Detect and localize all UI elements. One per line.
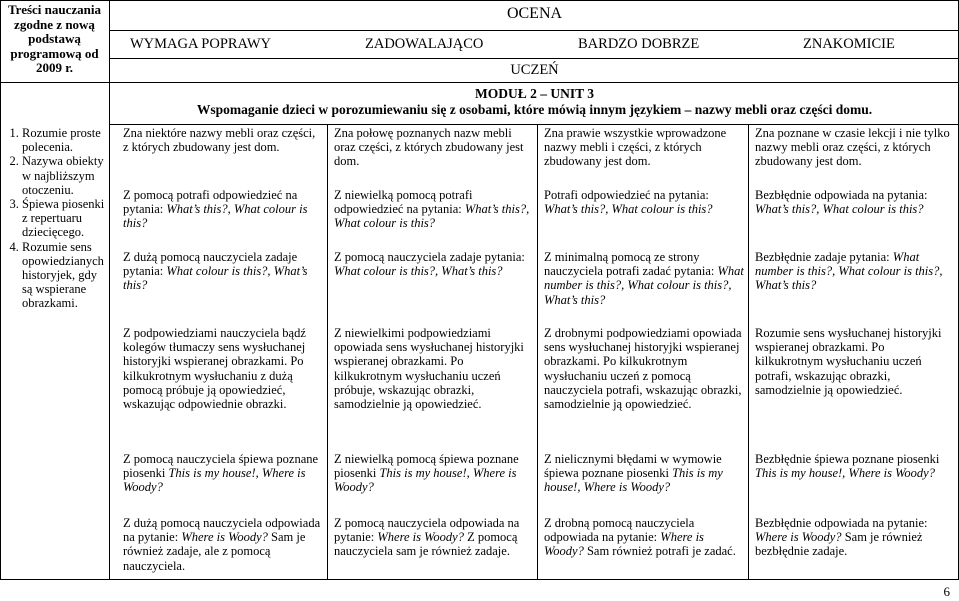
grade-cell-text [334, 126, 532, 169]
cell-text-tail: Sam również potrafi je zadać. [583, 544, 736, 559]
english-phrase: Where is Woody? [755, 530, 842, 545]
english-phrase: What colour is this?, What’s this? [123, 264, 308, 293]
page-number: 6 [943, 584, 950, 599]
curriculum-header: Treści nauczania zgodne z nową podstawą programową od 2009 r. [7, 2, 102, 75]
cell-text: Z dużą pomocą nauczyciela zadaje pytania: [123, 250, 298, 279]
grade-cell-text [334, 326, 532, 411]
english-phrase: This is my house!, Where is Woody? [544, 466, 723, 495]
module-line-1: MODUŁ 2 – UNIT 3 [474, 86, 594, 101]
cell-text: Z pomocą nauczyciela śpiewa poznane piosenki [123, 452, 319, 481]
english-phrase: Where is Woody? [181, 530, 268, 545]
grade-cell-text [544, 250, 744, 307]
curriculum-item: 1. Rozumie proste polecenia. [22, 126, 107, 154]
grade-cell-text [755, 516, 953, 559]
cell-text: Z minimalną pomocą ze strony nauczyciela potrafi zadać pytania: [544, 250, 718, 279]
english-phrase: What’s this?, What colour is this? [123, 202, 308, 231]
cell-text: Zna poznane w czasie lekcji i nie tylko nazwy mebli oraz części, z których zbudowany jest dom. [755, 126, 950, 169]
english-phrase: This is my house!, Where is Woody? [123, 466, 306, 495]
english-phrase: This is my house!, Where is Woody? [755, 466, 935, 481]
level-wymaga-poprawy: WYMAGA POPRAWY [130, 36, 272, 52]
grade-cell-text [755, 452, 953, 480]
column-divider-2 [327, 124, 328, 580]
cell-text: Z niewielką pomocą śpiewa poznane piosenki [334, 452, 519, 481]
header-divider-levels [110, 58, 959, 59]
cell-text: Z pomocą nauczyciela odpowiada na pytanie: [334, 516, 520, 545]
cell-text: Z niewielką pomocą potrafi odpowiedzieć na pytania: [334, 188, 473, 217]
grade-cell-text [123, 516, 323, 573]
column-divider-3 [537, 124, 538, 580]
grade-cell-text [544, 188, 744, 216]
cell-text: Z pomocą nauczyciela zadaje pytania: [334, 250, 525, 264]
module-line-2: Wspomaganie dzieci w porozumiewaniu się z osobami, które mówią innym językiem – nazwy mebli oraz części domu. [196, 101, 873, 117]
cell-text: Z drobną pomocą nauczyciela odpowiada na pytanie: [544, 516, 695, 545]
cell-text: Z niewielkimi podpowiedziami opowiada sens wysłuchanej historyjki wspieranej obrazkami. Po kilkukrotnym wysłuchaniu uczeń próbuje, wskazując obrazki, samodzielnie ją opowiedzieć. [334, 326, 524, 412]
english-phrase: What number is this?, What colour is this?, What’s this? [755, 250, 943, 293]
level-bardzo-dobrze: BARDZO DOBRZE [578, 36, 700, 52]
curriculum-item: 4. Rozumie sens opowiedzianych historyjek, gdy są wspierane obrazkami. [22, 240, 107, 311]
header-divider-module [110, 124, 959, 125]
cell-text: Zna niektóre nazwy mebli oraz części, z których zbudowany jest dom. [123, 126, 316, 155]
english-phrase: What’s this?, What colour is this? [334, 202, 530, 231]
grade-cell-text [544, 516, 744, 559]
cell-text: Potrafi odpowiedzieć na pytania: [544, 188, 709, 202]
table-bottom-border [0, 579, 959, 580]
english-phrase: What number is this?, What colour is this?, What’s this? [544, 264, 744, 307]
grade-cell-text [755, 126, 953, 169]
cell-text: Bezbłędnie śpiewa poznane piosenki [755, 452, 940, 466]
grade-cell-text [123, 188, 323, 231]
grade-cell-text [755, 188, 953, 216]
table-top-border [0, 0, 959, 1]
grade-cell-text [123, 126, 323, 154]
module-title [110, 86, 959, 117]
cell-text: Z dużą pomocą nauczyciela odpowiada na pytanie: [123, 516, 321, 545]
column-divider-4 [748, 124, 749, 580]
grade-cell-text [755, 326, 953, 397]
cell-text: Zna połowę poznanych nazw mebli oraz części, z których zbudowany jest dom. [334, 126, 524, 169]
grade-header: OCENA [506, 5, 563, 22]
grade-cell-text [123, 326, 323, 411]
grade-cell-text [123, 452, 323, 495]
cell-text: Bezbłędnie odpowiada na pytanie: [755, 516, 928, 530]
grade-cell-text [334, 188, 532, 231]
level-znakomicie: ZNAKOMICIE [803, 36, 895, 52]
grade-cell-text [544, 452, 744, 495]
english-phrase: Where is Woody? [544, 530, 704, 559]
grade-levels-row [110, 34, 959, 54]
curriculum-item: 2. Nazywa obiekty w najbliższym otoczeniu. [22, 154, 107, 197]
english-phrase: What’s this?, What colour is this? [755, 202, 924, 217]
cell-text: Z drobnymi podpowiedziami opowiada sens wysłuchanej historyjki wspieranej obrazkami. Po kilkukrotnym wysłuchaniu uczeń z pomocą nauczyciela potrafi, wskazując obrazki, samodzielnie ją opowiedzieć. [544, 326, 742, 412]
curriculum-list [0, 126, 109, 311]
grade-cell-text [755, 250, 953, 293]
grade-cell-text [334, 250, 532, 278]
english-phrase: What’s this?, What colour is this? [544, 202, 713, 217]
header-divider-ocena [110, 30, 959, 31]
header-divider-main [0, 82, 959, 83]
cell-text: Z nielicznymi błędami w wymowie śpiewa poznane piosenki [544, 452, 722, 481]
cell-text: Zna prawie wszystkie wprowadzone nazwy mebli i części, z których zbudowany jest dom. [544, 126, 727, 169]
grade-cell-text [334, 452, 532, 495]
english-phrase: This is my house!, Where is Woody? [334, 466, 517, 495]
student-header: UCZEŃ [510, 62, 559, 78]
cell-text-tail: Sam je również zadaje, ale z pomocą nauczyciela. [123, 530, 306, 573]
cell-text-tail: Sam je również bezbłędnie zadaje. [755, 530, 923, 559]
cell-text: Rozumie sens wysłuchanej historyjki wspieranej obrazkami. Po kilkukrotnym wysłuchaniu uczeń potrafi, wskazując obrazki, samodzielnie ją opowiedzieć. [755, 326, 942, 397]
cell-text: Z pomocą potrafi odpowiedzieć na pytania: [123, 188, 298, 217]
grade-cell-text [334, 516, 532, 559]
grade-cell-text [123, 250, 323, 293]
cell-text-tail: Z pomocą nauczyciela sam je również zadaje. [334, 530, 518, 559]
english-phrase: What colour is this?, What’s this? [334, 264, 503, 279]
grade-cell-text [544, 126, 744, 169]
cell-text: Bezbłędnie odpowiada na pytania: [755, 188, 928, 202]
level-zadowalajaco: ZADOWALAJĄCO [365, 36, 484, 52]
grade-cell-text [544, 326, 744, 411]
english-phrase: Where is Woody? [377, 530, 464, 545]
curriculum-item: 3. Śpiewa piosenki z repertuaru dziecięcego. [22, 197, 107, 240]
cell-text: Z podpowiedziami nauczyciela bądź kolegów tłumaczy sens wysłuchanej historyjki wspieranej obrazkami. Po kilkukrotnym wysłuchaniu z dużą pomocą próbuje ją opowiedzieć, wskazując odpowiednie obrazki. [123, 326, 306, 412]
cell-text: Bezbłędnie zadaje pytania: [755, 250, 893, 264]
